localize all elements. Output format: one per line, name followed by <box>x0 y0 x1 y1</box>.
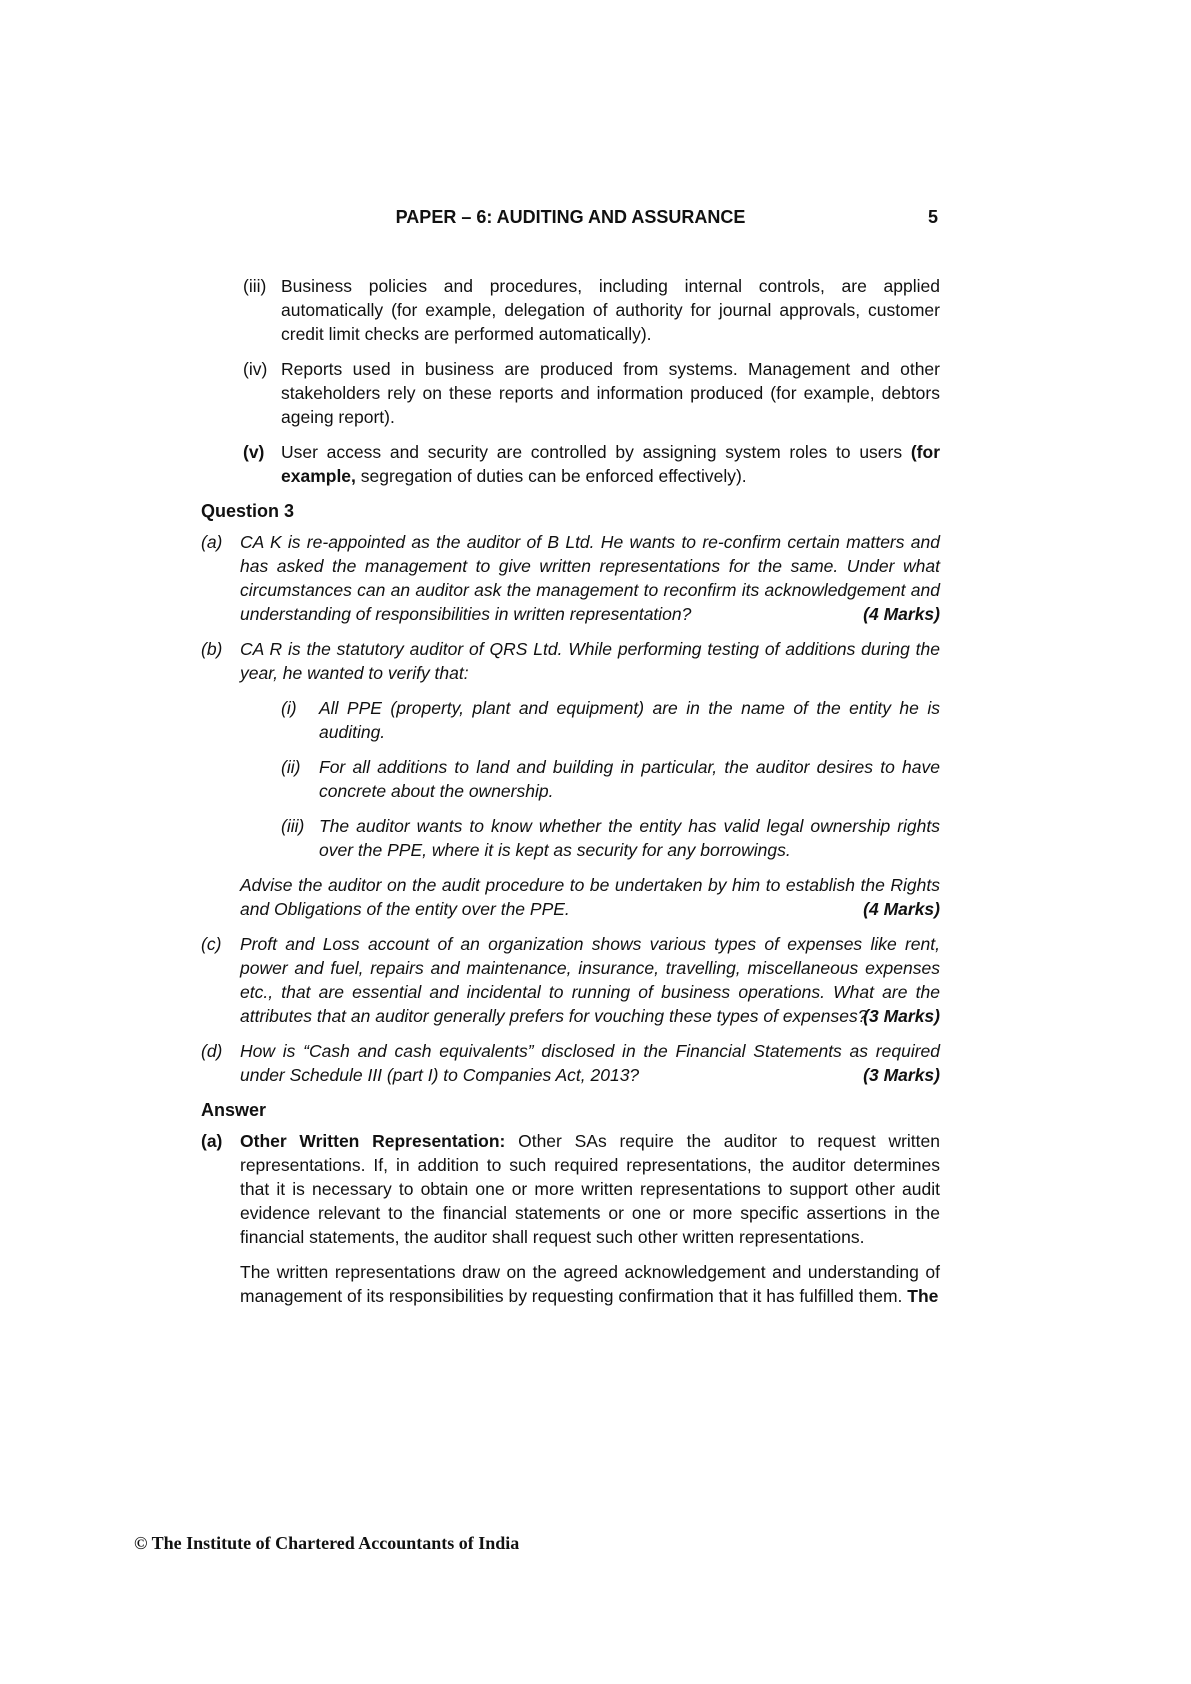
item-label: (ii) <box>281 757 301 777</box>
item-text: segregation of duties can be enforced effectively). <box>355 466 747 486</box>
item-label: (b) <box>201 639 223 659</box>
item-text: Business policies and procedures, including internal controls, are applied automatically (for example, delegation of authority for journal approvals, customer credit limit checks are performed automatically). <box>281 276 940 344</box>
question3-item-b-sub-iii <box>201 814 940 862</box>
copyright-notice: © The Institute of Chartered Accountants of India <box>134 1533 520 1553</box>
question-text: For all additions to land and building in particular, the auditor desires to have concrete about the ownership. <box>319 757 940 801</box>
item-label: (i) <box>281 698 297 718</box>
marks-label: (3 Marks) <box>863 1065 940 1085</box>
question3-item-b-intro <box>201 637 940 685</box>
question-text: The auditor wants to know whether the entity has valid legal ownership rights over the PPE, where it is kept as security for any borrowings. <box>319 816 940 860</box>
answer-item-a <box>201 1129 940 1249</box>
question3-heading: Question 3 <box>201 501 295 521</box>
item-text: User access and security are controlled by assigning system roles to users <box>281 442 911 462</box>
list-item-iii <box>201 274 940 346</box>
item-text: Reports used in business are produced from systems. Management and other stakeholders rely on these reports and information produced (for example, debtors ageing report). <box>281 359 940 427</box>
question3-item-c <box>201 932 940 1028</box>
answer-text-bold: The <box>907 1286 939 1306</box>
question-text: CA R is the statutory auditor of QRS Ltd. While performing testing of additions during the year, he wanted to verify that: <box>240 639 940 683</box>
answer-item-a-para2 <box>201 1260 940 1308</box>
answer-text: Other SAs require the auditor to request written representations. If, in addition to such required representations, the auditor determines that it is necessary to obtain one or more written representations to support other audit evidence relevant to the financial statements or one or more specific assertions in the financial statements, the auditor shall request such other written representations. <box>240 1131 940 1247</box>
question3-item-b-closing <box>201 873 940 921</box>
question-text: Proft and Loss account of an organization shows various types of expenses like rent, power and fuel, repairs and maintenance, insurance, travelling, miscellaneous expenses etc., that are essential and incidental to running of business operations. What are the attributes that an auditor generally prefers for vouching these types of expenses? <box>240 934 940 1026</box>
question-text: CA K is re-appointed as the auditor of B Ltd. He wants to re-confirm certain matters and has asked the management to give written representations for the same. Under what circumstances can an auditor ask the management to reconfirm its acknowledgement and understanding of responsibilities in written representation? <box>240 532 940 624</box>
question-text: How is “Cash and cash equivalents” disclosed in the Financial Statements as required under Schedule III (part I) to Companies Act, 2013? <box>240 1041 940 1085</box>
list-item-v <box>201 440 940 488</box>
item-text-bold: (for example, <box>281 442 940 486</box>
marks-label: (4 Marks) <box>863 899 940 919</box>
list-item-iv <box>201 357 940 429</box>
question3-item-b-sub-ii <box>201 755 940 803</box>
item-label: (iv) <box>243 359 268 379</box>
item-label: (iii) <box>243 276 267 296</box>
question3-item-d <box>201 1039 940 1087</box>
item-label: (v) <box>243 442 265 462</box>
question3-item-b-sub-i <box>201 696 940 744</box>
marks-label: (4 Marks) <box>863 604 940 624</box>
page-header <box>201 205 940 229</box>
question3-item-a <box>201 530 940 626</box>
document-content <box>201 274 940 1319</box>
item-label: (iii) <box>281 816 305 836</box>
item-label: (c) <box>201 934 222 954</box>
answer-text: The written representations draw on the agreed acknowledgement and understanding of management of its responsibilities by requesting confirmation that it has fulfilled them. <box>240 1262 940 1306</box>
marks-label: (3 Marks) <box>863 1006 940 1026</box>
question-text: All PPE (property, plant and equipment) are in the name of the entity he is auditing. <box>319 698 940 742</box>
item-label: (d) <box>201 1041 223 1061</box>
item-label: (a) <box>201 1131 223 1151</box>
answer-heading: Answer <box>201 1100 267 1120</box>
page-number: 5 <box>927 207 938 227</box>
answer-lead: Other Written Representation: <box>240 1131 506 1151</box>
paper-title: PAPER – 6: AUDITING AND ASSURANCE <box>395 207 746 227</box>
question-text: Advise the auditor on the audit procedure to be undertaken by him to establish the Rights and Obligations of the entity over the PPE. <box>240 875 940 919</box>
item-label: (a) <box>201 532 223 552</box>
